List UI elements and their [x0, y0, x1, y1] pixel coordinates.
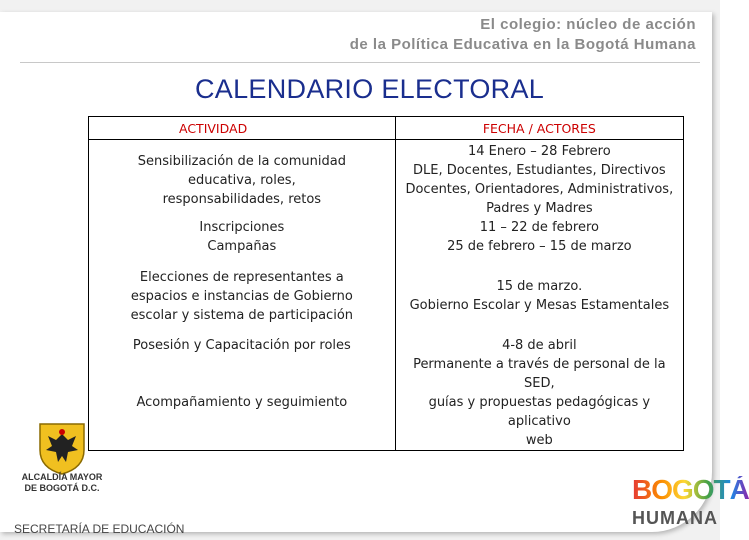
- table-row: [89, 218, 684, 237]
- cell-line: educativa, roles,: [187, 172, 296, 188]
- date-cell: [395, 355, 683, 451]
- cell-line: 25 de febrero – 15 de marzo: [447, 239, 632, 254]
- activity-cell: [89, 355, 396, 451]
- table-row: [89, 336, 684, 355]
- cell-line: responsabilidades, retos: [162, 191, 322, 207]
- date-cell: [395, 336, 683, 355]
- table-row: [89, 237, 684, 256]
- date-cell: [395, 258, 683, 334]
- cell-line: Permanente a través de personal de la SED,: [413, 357, 666, 391]
- activity-cell: [89, 258, 396, 334]
- cell-line: web: [525, 433, 553, 448]
- table-row: [89, 142, 684, 218]
- alcaldia-line-1: ALCALDÍA MAYOR: [21, 472, 103, 482]
- cell-line: guías y propuestas pedagógicas y aplicativo: [428, 395, 651, 429]
- cell-line: escolar y sistema de participación: [130, 307, 354, 323]
- header-divider: [20, 62, 700, 63]
- page-title: CALENDARIO ELECTORAL: [195, 74, 545, 104]
- cell-line: Acompañamiento y seguimiento: [136, 395, 348, 410]
- cell-line: 4-8 de abril: [502, 338, 577, 353]
- logo-subtitle: HUMANA: [632, 508, 718, 528]
- activity-cell: [89, 237, 396, 256]
- col-header-date: FECHA / ACTORES: [395, 117, 683, 140]
- table-header-row: [89, 117, 684, 140]
- table-row: [89, 258, 684, 334]
- date-cell: [395, 237, 683, 256]
- cell-line: 14 Enero – 28 Febrero: [468, 144, 611, 159]
- table-row: [89, 355, 684, 451]
- cell-line: Posesión y Capacitación por roles: [132, 338, 351, 353]
- alcaldia-label: [16, 472, 108, 494]
- cell-line: Gobierno Escolar y Mesas Estamentales: [409, 298, 670, 313]
- header-line-1: El colegio: núcleo de acción: [480, 16, 696, 33]
- header-line-2: de la Política Educativa en la Bogotá Humana: [349, 36, 696, 53]
- alcaldia-line-2: DE BOGOTÁ D.C.: [24, 483, 100, 493]
- secretaria-label: SECRETARÍA DE EDUCACIÓN: [14, 522, 185, 536]
- cell-line: 15 de marzo.: [496, 279, 583, 294]
- bogota-humana-logo: [632, 476, 749, 504]
- date-cell: [395, 142, 683, 218]
- cell-line: 11 – 22 de febrero: [479, 220, 599, 235]
- logo-word: BOGOTÁ: [632, 474, 749, 505]
- cell-line: Sensibilización de la comunidad: [137, 153, 346, 169]
- cell-line: Docentes, Orientadores, Administrativos,: [405, 182, 674, 197]
- cell-line: espacios e instancias de Gobierno: [130, 288, 353, 304]
- cell-line: Elecciones de representantes a: [139, 269, 344, 285]
- cell-line: Campañas: [207, 239, 277, 254]
- activity-cell: [89, 142, 396, 218]
- bogota-crest-icon: [34, 420, 90, 476]
- electoral-calendar-table: [88, 116, 684, 451]
- cell-line: Padres y Madres: [486, 201, 593, 216]
- cell-line: DLE, Docentes, Estudiantes, Directivos: [412, 163, 666, 178]
- activity-cell: [89, 218, 396, 237]
- cell-line: Inscripciones: [199, 220, 285, 235]
- activity-cell: [89, 336, 396, 355]
- col-header-activity: ACTIVIDAD: [89, 117, 396, 140]
- date-cell: [395, 218, 683, 237]
